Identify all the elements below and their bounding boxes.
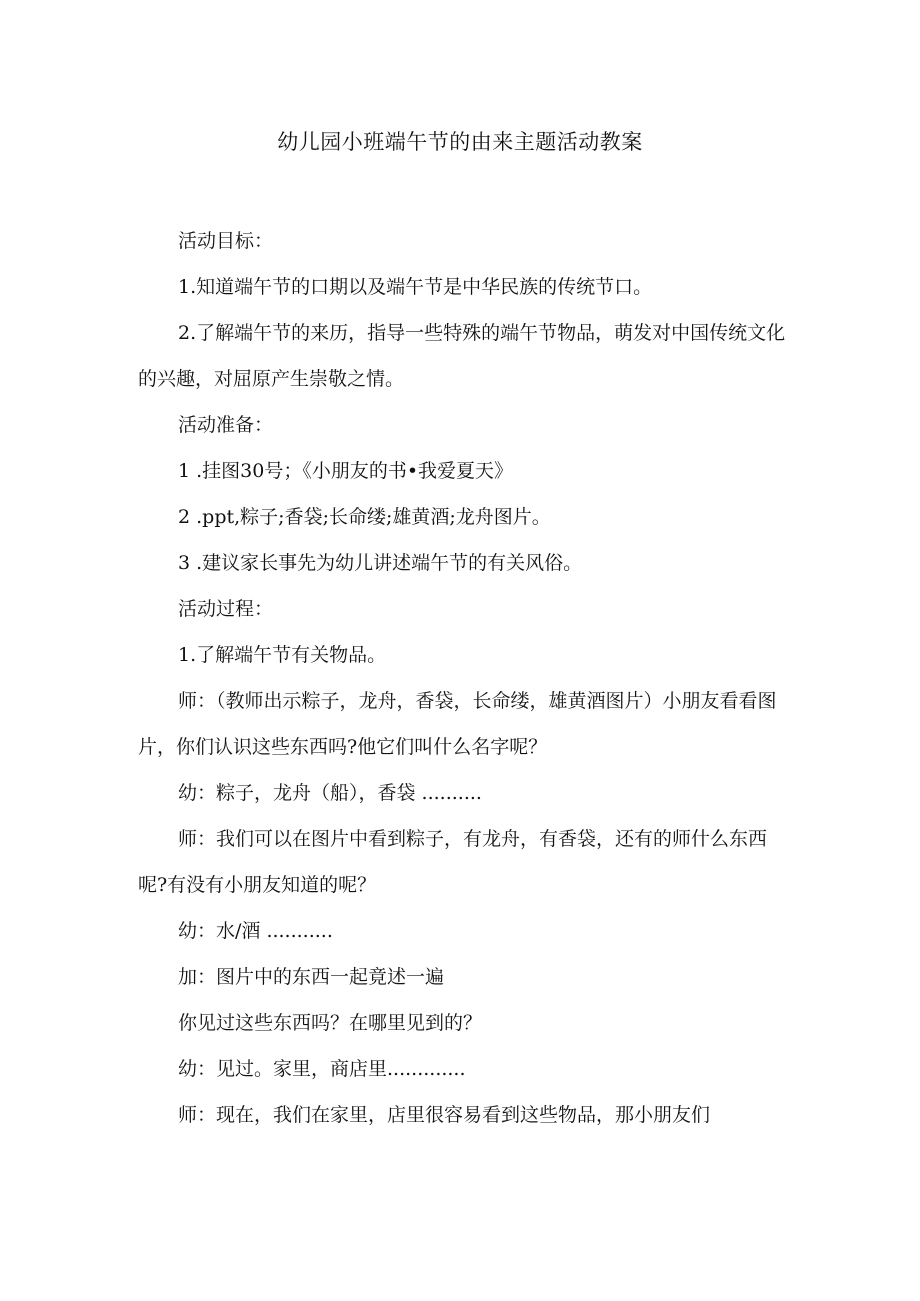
paragraph: 活动准备：	[178, 414, 274, 436]
paragraph: 1.了解端午节有关物品。	[178, 644, 387, 666]
paragraph: 师：我们可以在图片中看到粽子，有龙舟，有香袋，还有的师什么东西呢?有没有小朋友知道的呢？	[138, 828, 768, 896]
paragraph: 幼：粽子，龙舟（船），香袋 ..........	[178, 782, 482, 804]
paragraph: 3 .建议家长事先为幼儿讲述端午节的有关风俗。	[178, 552, 583, 574]
paragraph: 加：图片中的东西一起竟述一遍	[178, 966, 445, 988]
paragraph: 师：（教师出示粽子，龙舟，香袋，长命缕，雄黄酒图片）小朋友看看图片，你们认识这些东西吗?他它们叫什么名字呢？	[138, 690, 777, 758]
document-title: 幼儿园小班端午节的由来主题活动教案	[277, 130, 643, 154]
paragraph: 幼：见过。家里，商店里.............	[178, 1058, 466, 1080]
paragraph: 1 .挂图30号；《小朋友的书•我爱夏天》	[178, 460, 514, 482]
paragraph: 1.知道端午节的口期以及端午节是中华民族的传统节口。	[178, 276, 653, 298]
paragraph: 你见过这些东西吗？在哪里见到的？	[178, 1012, 483, 1034]
paragraph: 幼：水/酒 ...........	[178, 920, 333, 942]
paragraph: 活动过程：	[178, 598, 274, 620]
document-body	[138, 218, 788, 1138]
paragraph: 2 .ppt,粽子;香袋;长命缕;雄黄酒;龙舟图片。	[178, 506, 551, 528]
paragraph: 2.了解端午节的来历，指导一些特殊的端午节物品，萌发对中国传统文化的兴趣，对屈原产生崇敬之情。	[138, 322, 786, 390]
paragraph: 师：现在，我们在家里，店里很容易看到这些物品，那小朋友们	[178, 1104, 711, 1126]
paragraph: 活动目标：	[178, 230, 274, 252]
